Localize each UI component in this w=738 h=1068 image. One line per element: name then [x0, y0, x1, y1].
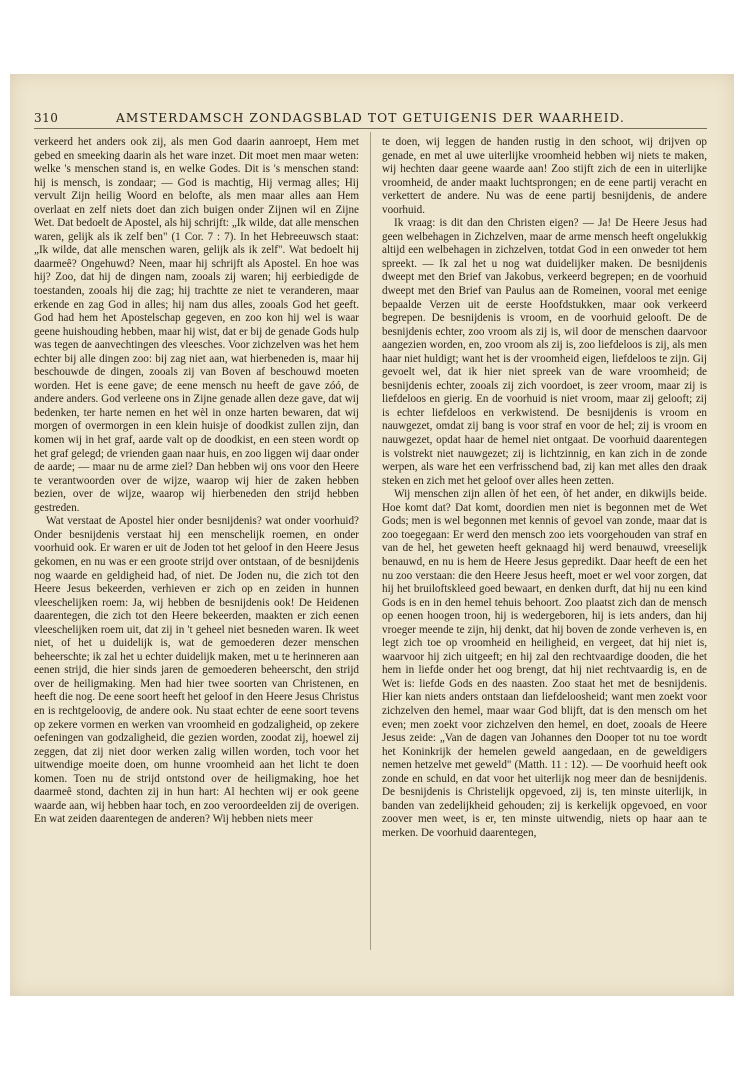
page-header [34, 110, 707, 129]
text-columns [34, 136, 707, 950]
right-paragraph: Wij menschen zijn allen òf het een, òf het ander, en dikwijls beide. Hoe komt dat? Dat komt, doordien men niet is begonnen met de Wet Gods; men is wel begonnen met kennis of gevoel van zonde, maar dat is zoo toegegaan: Er werd den mensch zoo iets voorgehouden van straf en van de hel, het geweten heeft geknaagd hij werd benauwd, vreeselijk benauwd, en nu is hem de Heere Jesus gepredikt. Daar heeft de een het nu zoo verstaan: die den Heere Jesus heeft, moet er wel voor zorgen, dat hij het bruiloftskleed goed bewaart, en denken durft, dat hij nu een kind Gods is en in den hemel tehuis behoort. Zoo plaatst zich dan de mensch op eenen hoogen troon, hij is wedergeboren, hij is iets anders, dan hij vroeger meende te zijn, hij denkt, dat hij boven de zonde verheven is, en legt zich toe op vroomheid en heiligheid, en vergeet, dat hij niet is, waarvoor hij zich uitgeeft; en hij zal den rechtvaardige dooden, die het hem in liefde onder het oog brengt, dat hij niet rechtvaardig is, en de Wet is: liefde Gods en des naasten. Zoo staat het met de besnijdenis. Hier kan niets anders ontstaan dan liefdeloosheid; want men zoekt voor zichzelven den hemel, maar waar God blijft, dat is den mensch om het even; men zoekt voor zichzelven den hemel, en doet, zooals de Heere Jesus zeide: „Van de dagen van Johannes den Dooper tot nu toe wordt het Koninkrijk der hemelen geweld aangedaan, en de geweldigers nemen hetzelve met geweld" (Matth. 11 : 12). — De voorhuid heeft ook zonde en schuld, en dat voor het uiterlijk nog meer dan de besnijdenis. De besnijdenis is Christelijk opgevoed, zij is, ten minste uiterlijk, in banden van zedelijkheid gehouden; zij is kerkelijk opgevoed, en voor zoover men weet, is er, ten minste uitwendig, niets op haar aan te merken. De voorhuid daarentegen, [382, 488, 707, 839]
left-paragraph: Wat verstaat de Apostel hier onder besnijdenis? wat onder voorhuid? Onder besnijdenis verstaat hij een menschelijk roemen, en onder voorhuid ook. Er waren er uit de Joden tot het geloof in den Heere Jesus gekomen, en nu was er een groote strijd over ontstaan, of de besnijdenis nog waarde en geldigheid had, of niet. De Joden nu, die zich tot den Heere Jesus bekeerden, verhieven er zich op en zeiden in hunnen vleeschelijken roem: Ja, wij hebben de besnijdenis ook! De Heidenen daarentegen, die zich tot den Heere bekeerden, maakten er zich eenen vleeschelijken roem uit, dat zij in 't geheel niet besneden waren. Ik weet niet, of het u duidelijk is, wat de gemoederen dezer menschen beheerschte; ik zal het u echter duidelijk maken, met u te herinneren aan eenen strijd, die hier sinds jaren de gemoederen beheerscht, den strijd over de heiligmaking. Men had hier twee soorten van Christenen, en heeft die nog. De eene soort heeft het geloof in den Heere Jesus Christus en is rechtgeloovig, de andere ook. Nu staat echter de eene soort tevens op zekere vormen en werken van vroomheid en godzaligheid, op zekere oefeningen van godzaligheid, die gezien worden, zoodat zij, hoewel zij zeggen, dat zij niet door werken zalig willen worden, toch voor het uitwendige moeite doen, om hunne vroomheid aan het licht te doen komen. Toen nu de strijd ontstond over de heiligmaking, hoe het daarmeê stond, dachten zij in hun hart: Al hechten wij er ook geene waarde aan, wij hebben haar toch, en zoo veroordeelden zij de overigen. En wat zeiden daarentegen de anderen? Wij hebben niets meer [34, 515, 359, 826]
right-paragraph: Ik vraag: is dit dan den Christen eigen? — Ja! De Heere Jesus had geen welbehagen in Zichzelven, maar de arme mensch heeft ongelukkig altijd een welbehagen in zichzelven, totdat God in een onweder tot hem spreekt. — Ik zal het u nog wat duidelijker maken. De besnijdenis dweept met den Brief van Jakobus, verkeerd begrepen; en de voorhuid dweept met den Brief van Paulus aan de Romeinen, vooral met eenige bepaalde Verzen uit de eerste Hoofdstukken, maar ook verkeerd begrepen. De besnijdenis is vroom, en de voorhuid gelooft. De de besnijdenis echter, zoo vroom als zij is, wil door de menschen daarvoor aangezien worden, en, zoo vroom als zij is, zoo liefdeloos is zij, als men haar niet huldigt; want het is der vroomheid eigen, liefdeloos te zijn. Gij gevoelt wel, dat ik hier niet spreek van de ware vroomheid; de besnijdenis echter, zooals zij zich voordoet, is zeer vroom, maar zij is liefdeloos en gierig. En de voorhuid is niet vroom, maar zij gelooft; zij is echter liefdeloos en verkwistend. De besnijdenis is vroom en nauwgezet, omdat zij bang is voor straf en voor de hel; zij is vroom en nauwgezet, opdat haar de hemel niet ontgaat. De voorhuid daarentegen is volstrekt niet nauwgezet; zij is lichtzinnig, en kan zich in de zonde werpen, als ware het een verfrisschend bad, zij kan met alles den draak steken en zich met het geloof over alles heen zetten. [382, 217, 707, 487]
column-divider [370, 132, 371, 950]
right-paragraph: te doen, wij leggen de handen rustig in den schoot, wij drijven op genade, en met al uwe uiterlijke vroomheid hebben wij niets te maken, wij hechten daar geene waarde aan! Zoo stijft zich de een in uiterlijke vroomheid, de ander maakt luchtsprongen; en de eene partij veracht en verkettert de andere. Nu was de eene partij besnijdenis, de andere voorhuid. [382, 136, 707, 216]
left-paragraph: verkeerd het anders ook zij, als men God daarin aanroept, Hem met gebed en smeeking daarin als het ware inzet. Dit moet men maar weten: welke 's menschen stand is, en welke Godes. Dit is 's menschen stand: hij is mensch, is zondaar; — God is machtig, Hij vermag alles; Hij vervult Zijn heilig Woord en belofte, als men maar alles aan Hem overlaat en zelf niets doet dan zich buigen onder Zijnen wil en Zijne Wet. Dat bedoelt de Apostel, als hij schrijft: „Ik wilde, dat alle menschen waren, gelijk als ik zelf ben" (1 Cor. 7 : 7). In het Hebreeuwsch staat: „Ik wilde, dat alle menschen waren, gelijk als ik zelf". Wat bedoelt hij daarmeê? Ongehuwd? Neen, maar hij schrijft als Apostel. En hoe was hij? Zoo, dat hij de dingen nam, zooals zij waren; hij eerbiedigde de toestanden, zooals hij die zag; hij trachtte ze niet te veranderen, maar erkende en zag God in alles; hij nam dus alles, zooals God het geeft. God had hem het Apostelschap gegeven, en zoo kon hij wel is waar geene huishouding hebben, maar hij wist, dat er bij de genade Gods hulp was tegen de aanvechtingen des vleesches. Voor zichzelven was het hem echter bij alle dingen zoo: bij zag niet aan, wat hierbeneden is, maar hij beschouwde de dingen, zooals zij van Boven af beschouwd moeten worden. Het is eene gave; de eene mensch nu heeft de gave zóó, de andere anders. God verleene ons in Zijne genade allen deze gave, dat wij bedenken, ter harte nemen en het wèl in onze harten bewaren, dat wij morgen of overmorgen in een klein huisje of doodkist zullen zijn, dan komen wij in het graf, aarde valt op de doodkist, en een steen wordt op het graf gelegd; de vrienden gaan naar huis, en zoo liggen wij daar onder de aarde; — maar nu de arme ziel? Dan hebben wij ons voor den Heere te verantwoorden over de wijze, waarop wij hier de zaken hebben bezien, over de wijze, waarop wij hierbeneden den strijd hebben gestreden. [34, 136, 359, 514]
right-column [382, 136, 707, 950]
newspaper-page [34, 110, 707, 950]
page-number: 310 [34, 111, 59, 125]
running-title: AMSTERDAMSCH ZONDAGSBLAD TOT GETUIGENIS DER WAARHEID. [116, 111, 625, 125]
left-column [34, 136, 359, 950]
